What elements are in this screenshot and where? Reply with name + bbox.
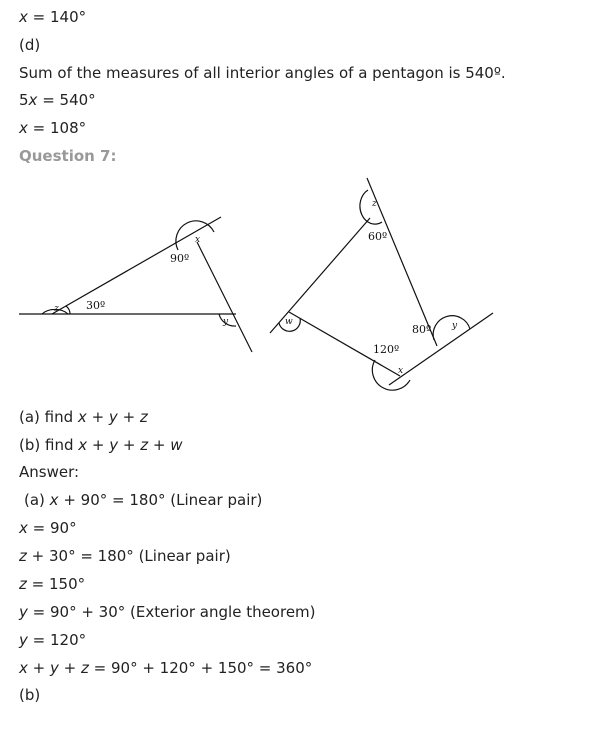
right-var-w-label: w	[285, 317, 293, 327]
question-part-a: (a) find x + y + z	[19, 408, 148, 426]
right-angle-80-label: 80º	[412, 323, 432, 336]
answer-a-line-6: y = 120°	[19, 631, 87, 649]
equation-x-108: x = 108°	[19, 119, 87, 137]
right-var-x-label: x	[398, 366, 404, 376]
left-var-y-label: y	[223, 317, 229, 327]
right-base-line	[389, 313, 493, 385]
left-right-line	[197, 242, 252, 352]
answer-b-label: (b)	[19, 686, 41, 704]
answer-a-line-2: x = 90°	[19, 519, 77, 537]
answer-a-line-7: x + y + z = 90° + 120° + 150° = 360°	[19, 659, 313, 677]
answer-a-line-3: z + 30° = 180° (Linear pair)	[19, 547, 231, 565]
part-d-label: (d)	[19, 36, 41, 54]
pentagon-statement: Sum of the measures of all interior angles of a pentagon is 540º.	[19, 64, 506, 82]
question-7-heading: Question 7:	[19, 147, 117, 165]
right-left-side	[270, 218, 370, 333]
answer-a-line-4: z = 150°	[19, 575, 86, 593]
left-slanted-line	[52, 217, 221, 314]
equation-x-140: x = 140°	[19, 8, 87, 26]
right-var-z-label: z	[372, 199, 377, 209]
right-var-y-label: y	[452, 321, 458, 331]
angle-figure	[0, 170, 603, 400]
equation-5x-540: 5x = 540°	[19, 91, 96, 109]
left-var-z-label: z	[54, 304, 59, 314]
right-right-side	[367, 178, 437, 346]
answer-a-line-1: (a) x + 90° = 180° (Linear pair)	[24, 491, 263, 509]
left-angle-30-label: 30º	[86, 299, 106, 312]
left-var-x-label: x	[195, 235, 201, 245]
answer-label: Answer:	[19, 463, 80, 481]
left-angle-90-label: 90º	[170, 252, 190, 265]
answer-a-line-5: y = 90° + 30° (Exterior angle theorem)	[19, 603, 316, 621]
right-angle-120-label: 120º	[373, 343, 400, 356]
question-part-b: (b) find x + y + z + w	[19, 436, 183, 454]
right-angle-60-label: 60º	[368, 230, 388, 243]
